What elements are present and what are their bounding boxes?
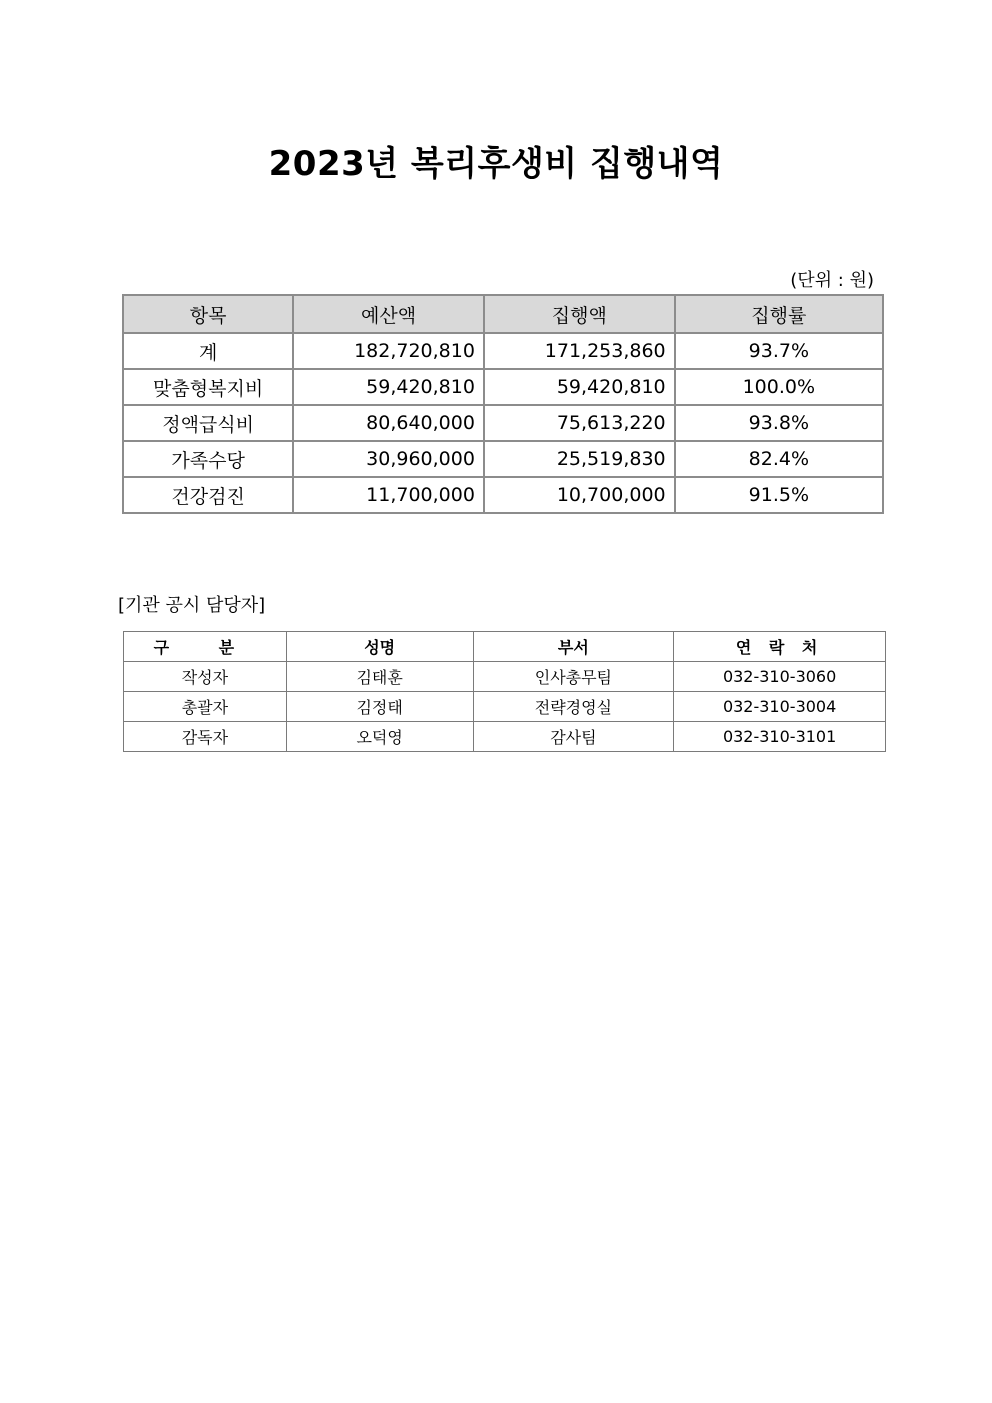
staff-section-title: [기관 공시 담당자] xyxy=(118,595,266,616)
header-department: 부서 xyxy=(473,632,674,662)
header-executed: 집행액 xyxy=(484,295,675,333)
header-rate: 집행률 xyxy=(675,295,883,333)
staff-phone: 032-310-3060 xyxy=(674,662,886,692)
row-rate: 93.7% xyxy=(675,333,883,369)
row-budget: 30,960,000 xyxy=(293,441,484,477)
staff-department: 전략경영실 xyxy=(473,692,674,722)
row-item: 맞춤형복지비 xyxy=(123,369,293,405)
row-executed: 10,700,000 xyxy=(484,477,675,513)
staff-table xyxy=(123,631,886,752)
header-budget: 예산액 xyxy=(293,295,484,333)
staff-name: 오덕영 xyxy=(286,722,473,752)
row-item: 계 xyxy=(123,333,293,369)
header-contact: 연 락 처 xyxy=(674,632,886,662)
row-budget: 182,720,810 xyxy=(293,333,484,369)
staff-role: 작성자 xyxy=(124,662,287,692)
row-rate: 93.8% xyxy=(675,405,883,441)
budget-table-header-row xyxy=(123,295,883,333)
row-item: 가족수당 xyxy=(123,441,293,477)
unit-note: (단위 : 원) xyxy=(790,270,874,291)
table-row xyxy=(123,441,883,477)
row-budget: 11,700,000 xyxy=(293,477,484,513)
table-row xyxy=(123,405,883,441)
table-row xyxy=(124,692,886,722)
budget-table xyxy=(122,294,884,514)
row-budget: 80,640,000 xyxy=(293,405,484,441)
row-rate: 100.0% xyxy=(675,369,883,405)
row-budget: 59,420,810 xyxy=(293,369,484,405)
page-title: 2023년 복리후생비 집행내역 xyxy=(268,144,724,184)
row-rate: 82.4% xyxy=(675,441,883,477)
row-executed: 25,519,830 xyxy=(484,441,675,477)
header-role: 구 분 xyxy=(124,632,287,662)
staff-role: 감독자 xyxy=(124,722,287,752)
row-item: 정액급식비 xyxy=(123,405,293,441)
table-row xyxy=(123,369,883,405)
staff-department: 인사총무팀 xyxy=(473,662,674,692)
staff-role: 총괄자 xyxy=(124,692,287,722)
table-row xyxy=(124,722,886,752)
table-row xyxy=(124,662,886,692)
row-executed: 75,613,220 xyxy=(484,405,675,441)
header-name: 성명 xyxy=(286,632,473,662)
staff-name: 김태훈 xyxy=(286,662,473,692)
staff-department: 감사팀 xyxy=(473,722,674,752)
table-row xyxy=(123,333,883,369)
staff-phone: 032-310-3101 xyxy=(674,722,886,752)
table-row xyxy=(123,477,883,513)
row-executed: 171,253,860 xyxy=(484,333,675,369)
staff-name: 김정태 xyxy=(286,692,473,722)
staff-table-header-row xyxy=(124,632,886,662)
staff-phone: 032-310-3004 xyxy=(674,692,886,722)
row-rate: 91.5% xyxy=(675,477,883,513)
row-item: 건강검진 xyxy=(123,477,293,513)
row-executed: 59,420,810 xyxy=(484,369,675,405)
header-item: 항목 xyxy=(123,295,293,333)
